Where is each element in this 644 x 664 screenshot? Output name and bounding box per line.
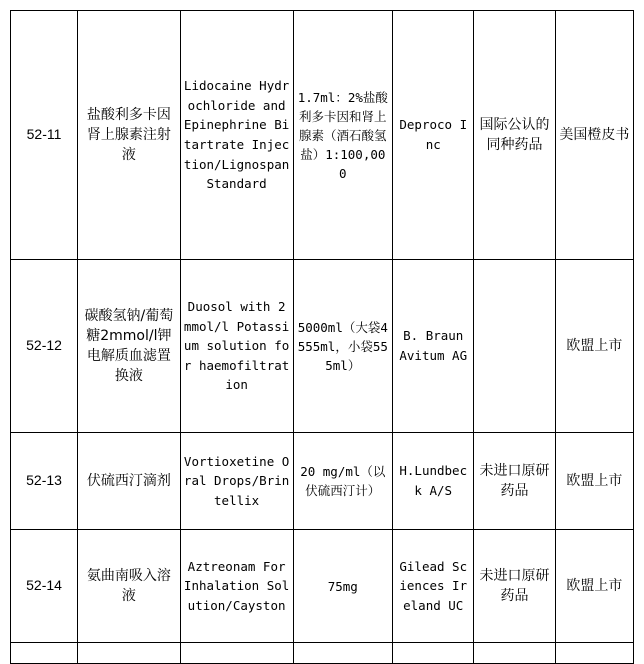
selection-basis-cell: 国际公认的同种药品 — [474, 11, 555, 260]
drug-list-table — [10, 10, 634, 664]
serial-number-cell: 52-14 — [11, 530, 78, 643]
specification-cell: 20 mg/ml（以伏硫西汀计） — [293, 433, 393, 530]
empty-cell — [78, 643, 181, 664]
license-holder-cell: B. Braun Avitum AG — [393, 260, 474, 433]
listing-source-cell: 欧盟上市 — [555, 530, 633, 643]
specification-cell: 75mg — [293, 530, 393, 643]
license-holder-cell: Gilead Sciences Ireland UC — [393, 530, 474, 643]
empty-cell — [474, 643, 555, 664]
empty-cell — [11, 643, 78, 664]
empty-cell — [180, 643, 293, 664]
empty-cell — [293, 643, 393, 664]
drug-name-cn-cell: 盐酸利多卡因肾上腺素注射液 — [78, 11, 181, 260]
drug-name-en-cell: Vortioxetine Oral Drops/Brintellix — [180, 433, 293, 530]
serial-number-cell: 52-13 — [11, 433, 78, 530]
serial-number-cell: 52-12 — [11, 260, 78, 433]
empty-cell — [555, 643, 633, 664]
selection-basis-cell — [474, 260, 555, 433]
drug-name-en-cell: Aztreonam For Inhalation Solution/Cayston — [180, 530, 293, 643]
table-row — [11, 530, 634, 643]
table-row-partial — [11, 643, 634, 664]
selection-basis-cell: 未进口原研药品 — [474, 433, 555, 530]
selection-basis-cell: 未进口原研药品 — [474, 530, 555, 643]
license-holder-cell: H.Lundbeck A/S — [393, 433, 474, 530]
license-holder-cell: Deproco Inc — [393, 11, 474, 260]
table-row — [11, 433, 634, 530]
listing-source-cell: 欧盟上市 — [555, 433, 633, 530]
serial-number-cell: 52-11 — [11, 11, 78, 260]
drug-name-cn-cell: 氨曲南吸入溶液 — [78, 530, 181, 643]
listing-source-cell: 美国橙皮书 — [555, 11, 633, 260]
drug-name-en-cell: Lidocaine Hydrochloride and Epinephrine Bitartrate Injection/Lignospan Standard — [180, 11, 293, 260]
table-row — [11, 260, 634, 433]
drug-name-cn-cell: 伏硫西汀滴剂 — [78, 433, 181, 530]
specification-cell: 5000ml（大袋4555ml，小袋555ml） — [293, 260, 393, 433]
drug-name-cn-cell: 碳酸氢钠/葡萄糖2mmol/l钾电解质血滤置换液 — [78, 260, 181, 433]
drug-name-en-cell: Duosol with 2 mmol/l Potassium solution for haemofiltration — [180, 260, 293, 433]
listing-source-cell: 欧盟上市 — [555, 260, 633, 433]
table-row — [11, 11, 634, 260]
empty-cell — [393, 643, 474, 664]
specification-cell: 1.7ml：2%盐酸利多卡因和肾上腺素（酒石酸氢盐）1:100,000 — [293, 11, 393, 260]
